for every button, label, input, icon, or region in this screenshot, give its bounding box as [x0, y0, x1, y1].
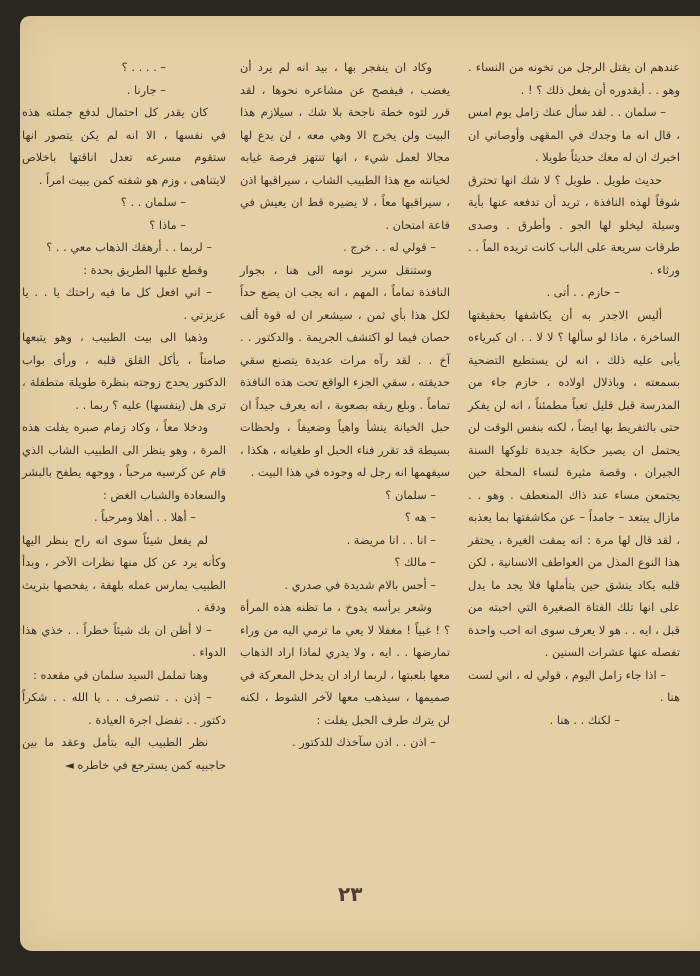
dialogue-line: – اذا جاء زامل اليوم ، قولي له ، اني لست هنا . [468, 667, 680, 704]
paragraph: حديث طويل . طويل ؟ لا شك انها تحترق شوقاً لهذه النافذة ، تريد أن تدفعه عنها بأية وسيلة ليخلو لها الجو . وأطرق . وصدى طرقات سريعة على الباب كانت تريده الماً . . ورثاء . [468, 172, 680, 277]
dialogue-line: – ماذا ؟ [149, 217, 186, 232]
page-number: ٢٣ [338, 882, 363, 906]
paragraph: نظر الطبيب اليه بتأمل وعقد ما بين حاجبيه كمن يسترجع في خاطره ◄ [22, 735, 226, 772]
dialogue-line: – أهلا . . أهلا ومرحباً . [93, 510, 196, 524]
dialogue-line: – حازم . . أتى . [546, 285, 620, 299]
paragraph: وذهبا الى بيت الطبيب ، وهو يتبعها صامتاً ، يأكل القلق قلبه ، ورأى بواب الدكتور يحدج زوجته بنظرة طويلة متطفلة ، ترى هل (ينفسها) عليه ؟ ربما . . [22, 330, 226, 412]
dialogue-line: – مالك ؟ [394, 555, 436, 569]
paragraph: لم يفعل شيئاً سوى انه راح ينظر اليها وكأنه يرد عن كل منها نظرات الآخر ، وبدأ الطبيب يمارس عمله بلهفة ، يفحصها بتريث ودقة . [22, 532, 226, 614]
paragraph: وشعر برأسه يدوخ ، ما تظنه هذه المرأة ؟ ! غبياً ! مغفلا لا يعي ما ترمي اليه من وراء تمارضها . . ايه ، ولا يدري لماذا اراد الذهاب معها بلعبتها ، لربما اراد ان يدخل المعركة في صميمها ، سيذهب معها لآخر الشوط ، لكنه لن يترك طرف الحبل يفلت : [240, 600, 450, 727]
dialogue-line: – اذن . . اذن سآخذك للدكتور . [292, 735, 436, 749]
dialogue-line: – أحس بالام شديدة في صدري . [284, 577, 436, 592]
paragraph: وقطع عليها الطريق بحدة : [83, 262, 208, 277]
paragraph: عندهم ان يقتل الرجل من تخونه من النساء . وهو . . أيقدوره أن يفعل ذلك ؟ ! . [468, 60, 680, 97]
paragraph: ودخلا معاً ، وكاد زمام صبره يفلت هذه المرة ، وهو ينظر الى الطبيب الشاب الذي قام عن كرسيه مرحباً ، ووجهه يطفح بالبشر والسعادة والشباب الغض : [22, 420, 226, 502]
dialogue-line: – انا . . انا مريضة . [346, 532, 436, 547]
text-column-middle [240, 56, 450, 754]
magazine-page [20, 16, 700, 951]
dialogue-line: – جارنا . [126, 82, 166, 97]
paragraph: وستنقل سرير نومه الى هنا ، بجوار النافذة تماماً ، المهم ، انه يجب ان يضع حداً لكل هذا بأي ثمن ، سيشعر ان له قوة ألف حصان فيما لو اكتشف الجريمة . والدكتور . . آخ . . لقد رآه مرات عديدة يتصنع سقي حديقته ، سقي الجزء الواقع تحت هذه النافذة تماماً . وبلع ريقه بصعوبة ، انه يعرف جيداً ان حبل الخيانة ينشأ واهياً وضعيفاً ، ولحظات بسيطة قد تقرر فناء الحبل او طغيانه ، هكذا ، سيفهمها انه رجل له وجوده في هذا البيت . [240, 262, 450, 479]
dialogue-line: – لكنك . . هنا . [549, 712, 620, 727]
paragraph: أليس الاجدر به أن يكاشفها بحقيقتها الساخرة ، ماذا لو سألها ؟ لا لا . . ان كبرياءه يأبى عليه ذلك ، انه لن يستطيع التضحية بسمعته ، وباذلال اولاده ، حازم جاء من المدرسة قبل قليل تعباً مطمئناً ، انه لن يفكر حتى بالتفريط بها ايضاً ، لكنه بنفس الوقت لن يحتمل ان يصير حكاية جديدة تلوكها السنة الجيران ، وقصة مثيرة لنساء المحلة حين يجتمعن مساء عند ذاك المنعطف . وهو . . مازال يبتعد – جامداً – عن مكاشفتها بما يعذبه ، لقد قال لها مرة : انه يمقت الغيرة ، يحتقر هذا النوع المذل من العواطف الانسانية ، لكن قلبه يكاد ينشق حين يتأملها فلا يجد ما يدل على انها تلك الفتاة الصغيرة التي احبته من قبل ، ايه . . هو لا يعرف سوى انه احب واحدة تفصله عنها عشرات السنين . [468, 307, 680, 659]
dialogue-line: – هه ؟ [404, 510, 436, 524]
text-column-left [20, 56, 226, 776]
dialogue-line: – . . . . ؟ [121, 60, 166, 74]
dialogue-line: – لربما . . أرهقك الذهاب معي . . ؟ [46, 240, 212, 254]
dialogue-line: – اني افعل كل ما فيه راحتك يا . . يا عزيزتي . [22, 285, 226, 322]
dialogue-line: – سلمان . . لقد سأل عنك زامل يوم امس ، قال انه ما وجدك في المقهى وأوصاني ان اخبرك ان له معك حديثاً طويلا . [468, 105, 680, 164]
paragraph: كان يقدر كل احتمال لدفع جملته هذه في نفسها ، الا انه لم يكن يتصور انها ستقوم مسرعه تعدل اناقتها باخلاص لايتناهى ، وزم هو شفته كمن يبيت امراً . [22, 105, 226, 187]
paragraph: وكاد ان ينفجر بها ، بيد انه لم يرد أن يغضب ، فيفصح عن مشاعره نحوها ، لقد قرر لتوه خطة ناجحة بلا شك ، سيلازم هذا البيت ولن يخرج الا وهي معه ، لن يدع لها مجالا لعمل شيء ، انها تنتهز فرصة غيابه لخيانته مع هذا الطبيب الشاب ، سيراقبها اذن ، سيراقبها معاً ، لا يضيره قط ان يعيش في قاعة امتحان . [240, 60, 450, 232]
text-column-right [468, 56, 680, 731]
dialogue-line: – سلمان . . ؟ [120, 195, 186, 209]
dialogue-line: – لا أظن ان بك شيئاً خطراً . . خذي هذا الدواء . [22, 622, 226, 659]
dialogue-line: – سلمان ؟ [385, 487, 436, 502]
dialogue-line: – قولي له . . خرج . [343, 240, 436, 254]
paragraph: وهنا تململ السيد سلمان في مقعده : [33, 667, 208, 682]
dialogue-line: – إذن . . تنصرف . . يا الله . . شكراً دكتور . . تفضل اجرة العيادة . [22, 690, 226, 727]
